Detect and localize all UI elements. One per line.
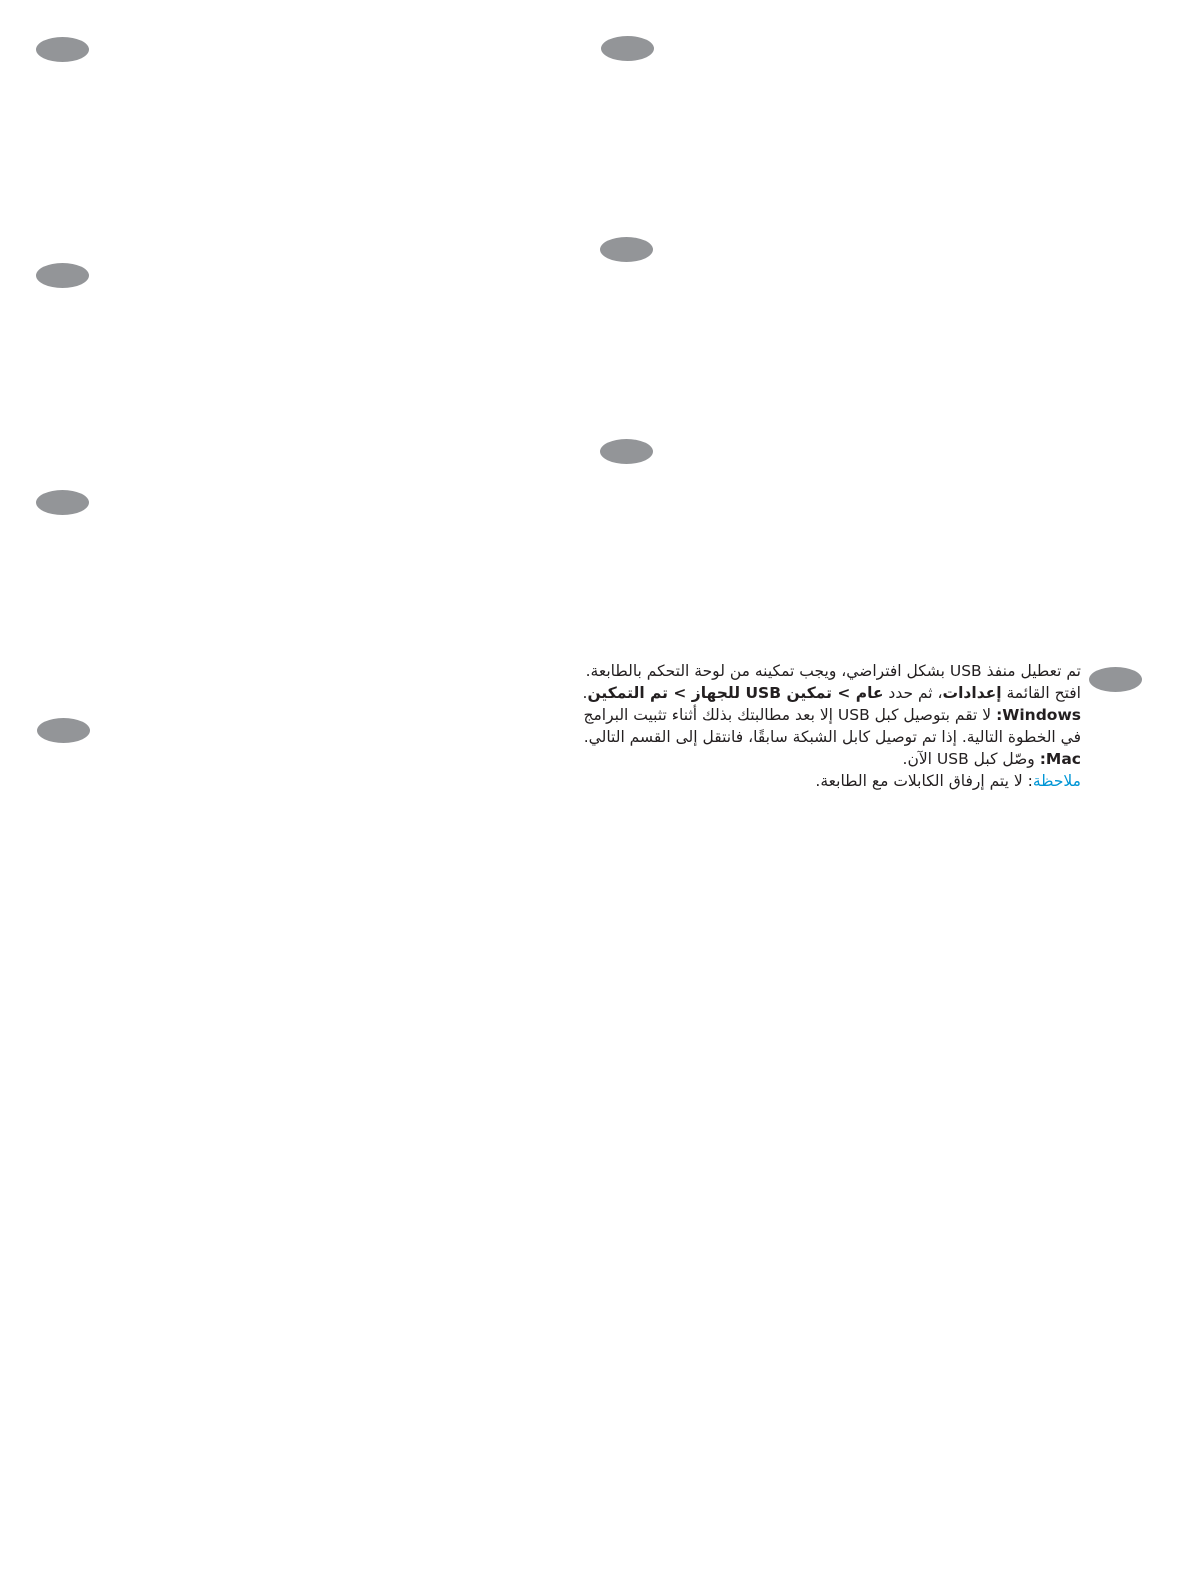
step-marker-7: [600, 439, 653, 464]
then-select-text: ، ثم حدد: [883, 684, 943, 702]
step-marker-2: [36, 263, 89, 288]
note-text: : لا يتم إرفاق الكابلات مع الطابعة.: [815, 772, 1033, 790]
end-period: .: [582, 684, 588, 702]
step-marker-5: [601, 36, 654, 61]
usb-step-text: [560, 660, 1081, 792]
note-paragraph: [560, 770, 1081, 792]
usb-enable-paragraph: [560, 660, 1081, 704]
mac-paragraph: [560, 748, 1081, 770]
note-label: ملاحظة: [1032, 772, 1081, 790]
step-marker-3: [36, 490, 89, 515]
settings-menu-label: إعدادات: [942, 684, 1002, 702]
step-marker-1: [36, 37, 89, 62]
step-marker-6: [600, 237, 653, 262]
usb-intro-text: تم تعطيل منفذ USB بشكل افتراضي، ويجب تمكينه من لوحة التحكم بالطابعة. افتح القائمة: [585, 662, 1081, 702]
windows-text: لا تقم بتوصيل كبل USB إلا بعد مطالبتك بذلك أثناء تثبيت البرامج في الخطوة التالية. إذا تم توصيل كابل الشبكة سابقًا، فانتقل إلى القسم التالي.: [583, 706, 1081, 746]
mac-label: Mac:: [1039, 750, 1081, 768]
menu-path-label: عام > تمكين USB للجهاز > تم التمكين: [587, 684, 884, 702]
windows-paragraph: [560, 704, 1081, 748]
step-marker-8: [1089, 667, 1142, 692]
windows-label: Windows:: [996, 706, 1081, 724]
mac-text: وصّل كبل USB الآن.: [902, 750, 1040, 768]
step-marker-4: [37, 718, 90, 743]
